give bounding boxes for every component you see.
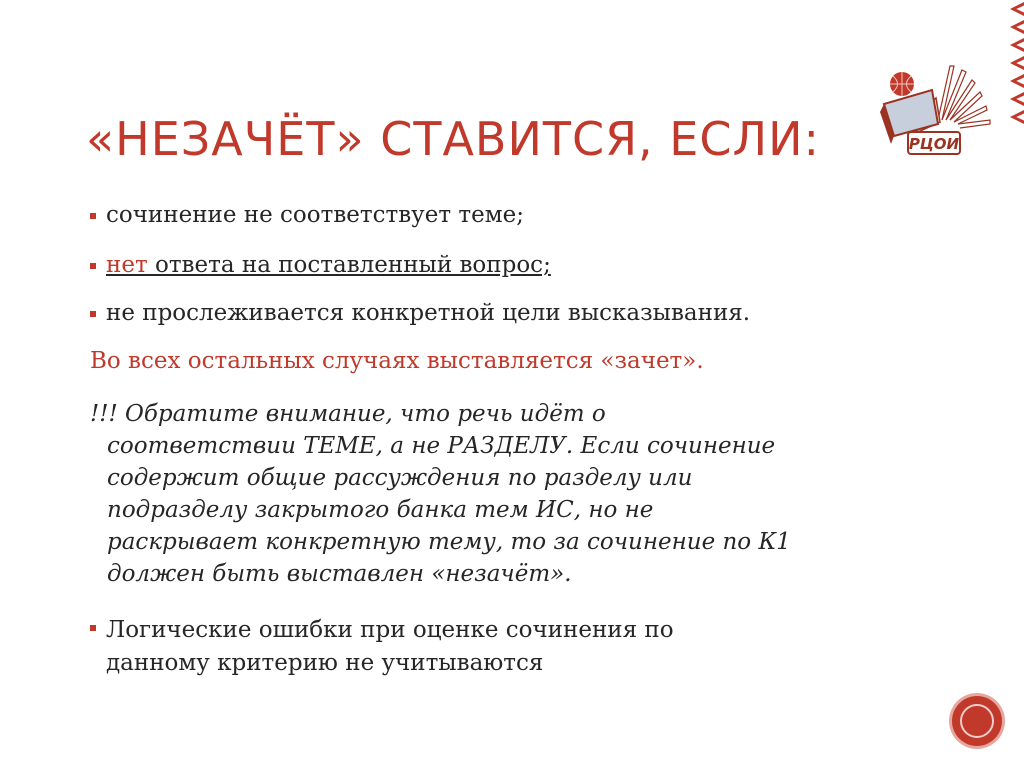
bullet-text: сочинение не соответствует теме; [106, 202, 524, 228]
attention-note [90, 398, 920, 590]
note-line: содержит общие рассуждения по разделу или [107, 465, 693, 491]
bullet-item [106, 300, 750, 326]
note-line: подразделу закрытого банка тем ИС, но не [107, 497, 654, 523]
note-line: !!! Обратите внимание, что речь идёт о [90, 401, 606, 427]
bullet-text: Логические ошибки при оценке сочинения по [106, 617, 674, 643]
svg-text:РЦОИ: РЦОИ [908, 135, 960, 153]
slide-nav-circle-icon [960, 704, 994, 738]
slide-title: «НЕЗАЧЁТ» СТАВИТСЯ, ЕСЛИ: [86, 112, 820, 166]
note-line: должен быть выставлен «незачёт». [107, 561, 572, 587]
chevron-left-icon [1010, 20, 1024, 34]
chevron-left-icon [1010, 92, 1024, 106]
bullet-item [106, 202, 524, 228]
bullet-text: ответа на поставленный вопрос; [154, 252, 551, 278]
chevron-left-icon [1010, 110, 1024, 124]
bullet-item [106, 614, 674, 680]
bullet-text: не прослеживается конкретной цели высказывания. [106, 300, 751, 326]
chevron-left-icon [1010, 38, 1024, 52]
chevron-left-icon [1010, 2, 1024, 16]
chevron-left-icon [1010, 74, 1024, 88]
note-line: раскрывает конкретную тему, то за сочинение по К1 [107, 529, 791, 555]
zachet-statement: Во всех остальных случаях выставляется «зачет». [90, 348, 704, 374]
bullet-marker-icon [90, 625, 96, 631]
rcoi-book-logo-icon [878, 60, 996, 168]
slide-nav-button[interactable] [952, 696, 1002, 746]
bullet-item [106, 252, 551, 278]
bullet-marker-icon [90, 213, 96, 219]
note-line: соответствии ТЕМЕ, а не РАЗДЕЛУ. Если сочинение [107, 433, 776, 459]
chevron-left-icon [1010, 56, 1024, 70]
bullet-text: данному критерию не учитываются [106, 650, 544, 676]
bullet-highlight: нет [106, 252, 155, 278]
bullet-marker-icon [90, 263, 96, 269]
bullet-marker-icon [90, 311, 96, 317]
